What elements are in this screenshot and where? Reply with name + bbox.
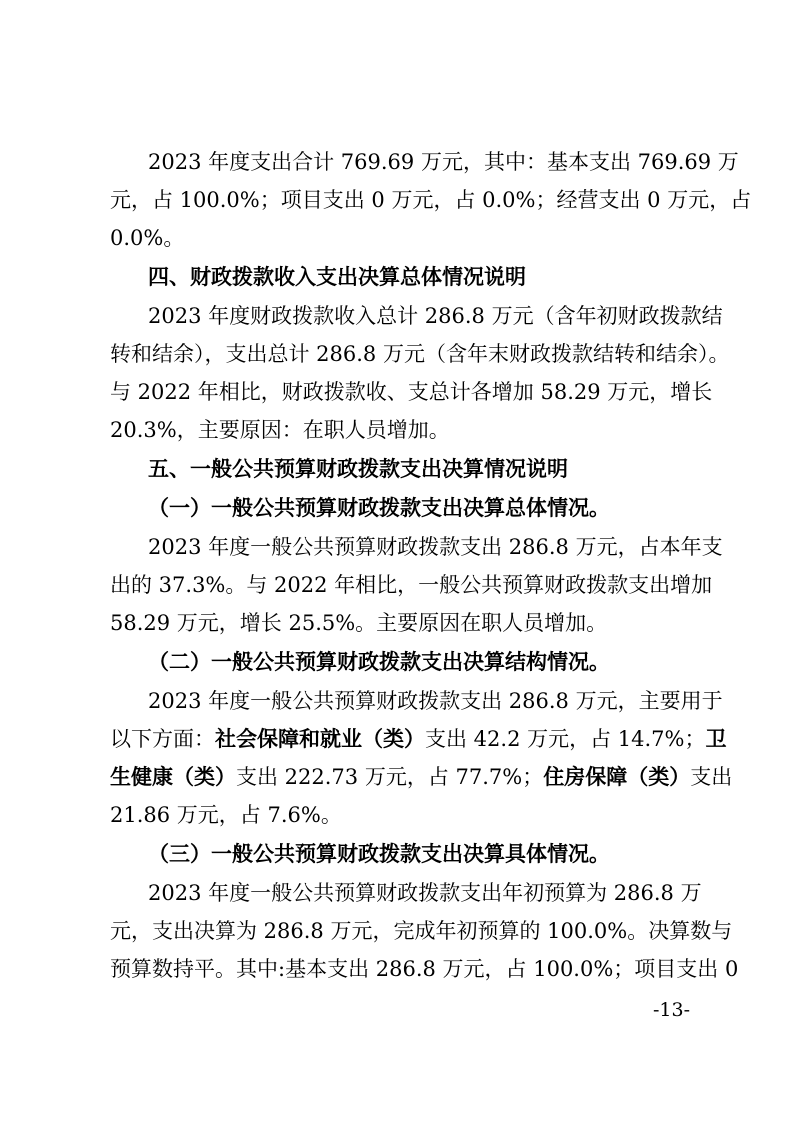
sub-2-category-health-end: 生健康（类）: [110, 765, 236, 789]
section-5-sub-3-line-1: 2023 年度一般公共预算财政拨款支出年初预算为 286.8 万: [148, 881, 702, 905]
sub-2-line-2-middle: 支出 42.2 万元，占 14.7%；: [425, 727, 706, 751]
section-5-sub-1-line-1: 2023 年度一般公共预算财政拨款支出 286.8 万元，占本年支: [148, 535, 723, 559]
section-5-sub-1-line-2: 出的 37.3%。与 2022 年相比，一般公共预算财政拨款支出增加: [110, 573, 713, 597]
section-5-sub-3-line-2: 元，支出决算为 286.8 万元，完成年初预算的 100.0%。决算数与: [110, 919, 733, 943]
sub-2-line-3-middle: 支出 222.73 万元，占 77.7%；: [236, 765, 544, 789]
page-number: -13-: [652, 999, 690, 1021]
sub-2-category-social-security: 社会保障和就业（类）: [215, 727, 425, 751]
section-5-sub-2-line-3: [110, 757, 733, 797]
section-5-sub-3-line-3: 预算数持平。其中:基本支出 286.8 万元，占 100.0%；项目支出 0: [110, 957, 739, 981]
expenditure-paragraph-line-1: 2023 年度支出合计 769.69 万元，其中：基本支出 769.69 万: [148, 150, 739, 174]
section-4-line-3: 与 2022 年相比，财政拨款收、支总计各增加 58.29 万元，增长: [110, 380, 713, 404]
section-5-sub-2-line-4: 21.86 万元，占 7.6%。: [110, 803, 342, 827]
section-5-heading: 五、一般公共预算财政拨款支出决算情况说明: [148, 457, 568, 481]
section-5-sub-1-line-3: 58.29 万元，增长 25.5%。主要原因在职人员增加。: [110, 611, 608, 635]
section-5-sub-2-heading: （二）一般公共预算财政拨款支出决算结构情况。: [148, 650, 610, 674]
section-5-sub-2-line-1: 2023 年度一般公共预算财政拨款支出 286.8 万元，主要用于: [148, 689, 723, 713]
section-4-line-4: 20.3%，主要原因：在职人员增加。: [110, 418, 450, 442]
section-5-sub-3-heading: （三）一般公共预算财政拨款支出决算具体情况。: [148, 842, 610, 866]
sub-2-line-3-suffix: 支出: [690, 765, 733, 789]
sub-2-category-health-start: 卫: [705, 727, 727, 751]
section-4-heading: 四、财政拨款收入支出决算总体情况说明: [148, 265, 526, 289]
section-4-line-1: 2023 年度财政拨款收入总计 286.8 万元（含年初财政拨款结: [148, 304, 723, 328]
expenditure-paragraph-line-3: 0.0%。: [110, 226, 185, 250]
section-5-sub-2-line-2: [110, 719, 727, 759]
sub-2-category-housing: 住房保障（类）: [543, 765, 691, 789]
expenditure-paragraph-line-2: 元，占 100.0%；项目支出 0 万元，占 0.0%；经营支出 0 万元，占: [110, 188, 752, 212]
section-5-sub-1-heading: （一）一般公共预算财政拨款支出决算总体情况。: [148, 496, 610, 520]
sub-2-line-2-prefix: 以下方面：: [110, 727, 215, 751]
section-4-line-2: 转和结余），支出总计 286.8 万元（含年末财政拨款结转和结余）。: [110, 342, 730, 366]
